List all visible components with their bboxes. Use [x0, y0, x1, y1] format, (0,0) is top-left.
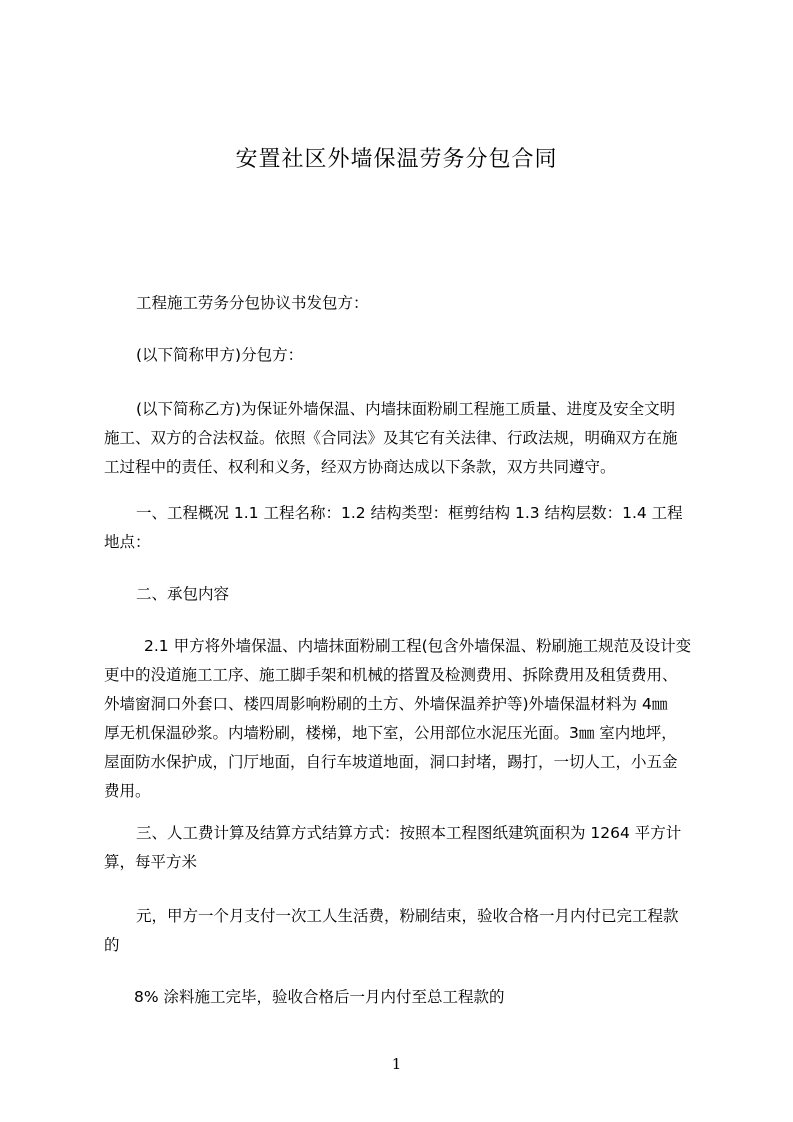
paragraph-section-2-scope — [104, 632, 704, 806]
section-heading-2 — [104, 580, 704, 609]
paragraph-payment-terms — [104, 902, 704, 960]
page-number: 1 — [391, 1055, 402, 1073]
paragraph-line: 一、工程概况 1.1 工程名称：1.2 结构类型：框剪结构 1.3 结构层数：1.4 工程 — [136, 504, 683, 522]
paragraph-party-a — [104, 341, 704, 370]
paragraph-line: 外墙窗洞口外套口、楼四周影响粉刷的土方、外墙保温养护等)外墙保温材料为 4㎜ — [104, 695, 668, 713]
paragraph-contract-parties — [104, 289, 704, 318]
paragraph-line: 二、承包内容 — [136, 585, 230, 603]
paragraph-line: 屋面防水保护成，门厅地面，自行车坡道地面，洞口封堵，踢打，一切人工，小五金 — [104, 753, 678, 771]
paragraph-line: 的 — [104, 936, 120, 954]
paragraph-purpose — [104, 395, 704, 482]
paragraph-line: 三、人工费计算及结算方式结算方式：按照本工程图纸建筑面积为 1264 平方计 — [136, 824, 682, 842]
paragraph-line: 厚无机保温砂浆。内墙粉刷，楼梯，地下室，公用部位水泥压光面。3㎜ 室内地坪， — [104, 724, 677, 742]
paragraph-section-1-overview — [104, 499, 704, 557]
paragraph-line: 施工、双方的合法权益。依照《合同法》及其它有关法律、行政法规，明确双方在施 — [104, 429, 678, 447]
paragraph-line: (以下简称乙方)为保证外墙保温、内墙抹面粉刷工程施工质量、进度及安全文明 — [136, 400, 676, 418]
document-title: 安置社区外墙保温劳务分包合同 — [235, 147, 558, 172]
paragraph-line: 工过程中的责任、权利和义务，经双方协商达成以下条款，双方共同遵守。 — [104, 458, 616, 476]
paragraph-line: 算，每平方米 — [104, 853, 198, 871]
paragraph-line: (以下简称甲方)分包方： — [136, 346, 304, 364]
paragraph-line: 工程施工劳务分包协议书发包方： — [136, 294, 369, 312]
paragraph-line: 8% 涂料施工完毕，验收合格后一月内付至总工程款的 — [134, 988, 505, 1006]
paragraph-line: 2.1 甲方将外墙保温、内墙抹面粉刷工程(包含外墙保温、粉刷施工规范及设计变 — [144, 637, 692, 655]
paragraph-coating-payment — [104, 983, 704, 1012]
paragraph-section-3-payment — [104, 819, 704, 877]
paragraph-line: 元，甲方一个月支付一次工人生活费，粉刷结束，验收合格一月内付已完工程款 — [136, 907, 679, 925]
paragraph-line: 更中的没道施工工序、施工脚手架和机械的搭置及检测费用、拆除费用及租赁费用、 — [104, 666, 678, 684]
paragraph-line: 地点： — [104, 533, 151, 551]
paragraph-line: 费用。 — [104, 782, 151, 800]
